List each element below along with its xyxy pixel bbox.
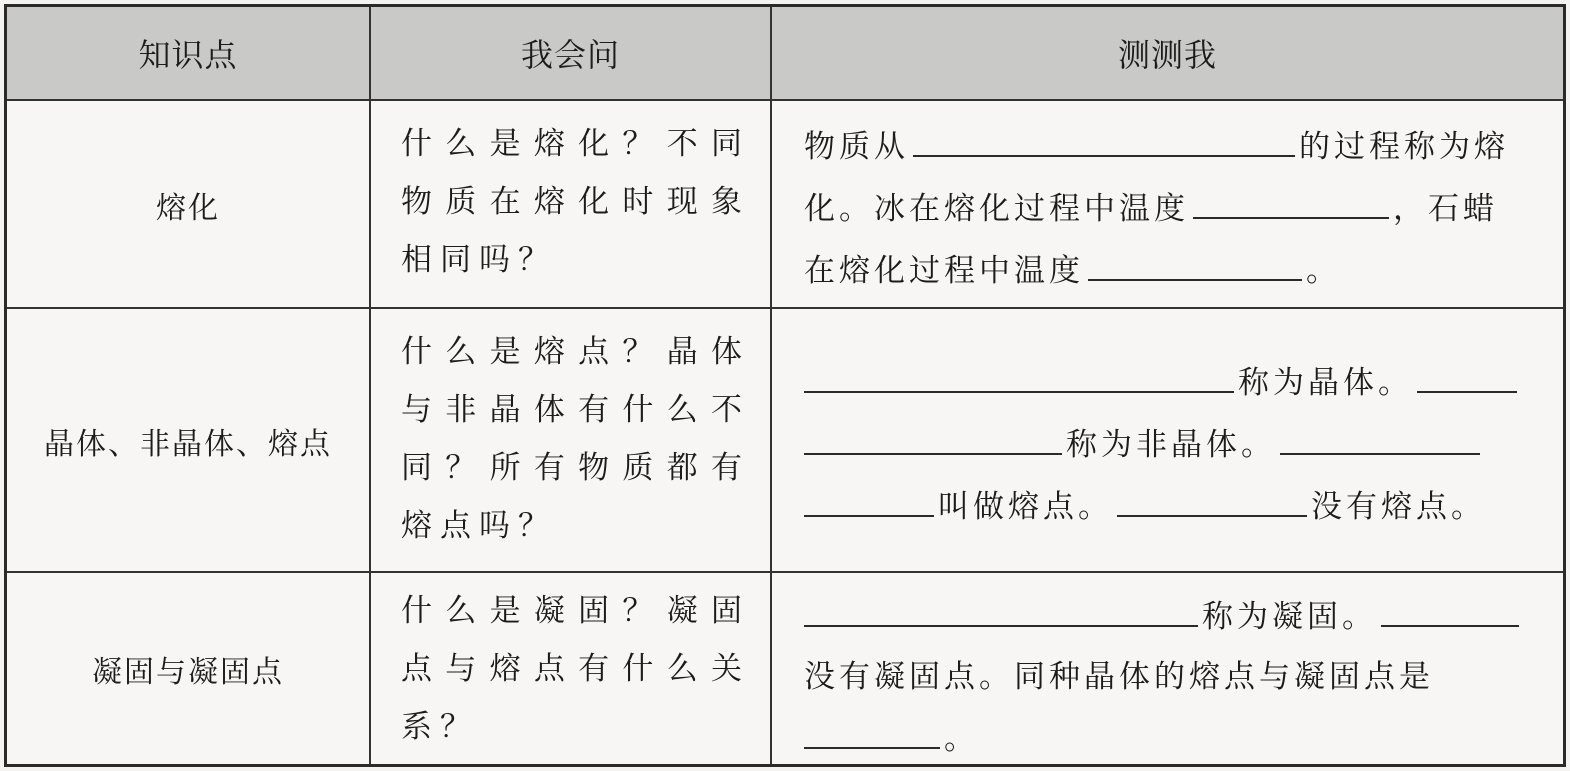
- test-text: 物质从: [804, 129, 909, 165]
- test-text: 在熔化过程中温度: [804, 253, 1084, 289]
- fill-in-blank[interactable]: [1381, 585, 1519, 627]
- test-text: 。: [944, 721, 979, 757]
- table-row: [7, 571, 1563, 764]
- question-cell: 什么是凝固？凝固点与熔点有什么关系？: [369, 573, 770, 764]
- header-topic: 知识点: [138, 36, 238, 74]
- fill-in-blank[interactable]: [1417, 351, 1517, 393]
- fill-in-blank[interactable]: [913, 115, 1295, 157]
- test-text: ，石蜡: [1393, 191, 1498, 227]
- test-text: 称为非晶体。: [1066, 427, 1276, 463]
- topic-cell: 晶体、非晶体、熔点: [44, 427, 332, 462]
- header-test: 测测我: [770, 7, 1563, 99]
- test-cell: [770, 309, 1563, 573]
- fill-in-blank[interactable]: [804, 351, 1234, 393]
- topic-cell: 熔化: [156, 191, 220, 226]
- fill-in-blank[interactable]: [1117, 475, 1307, 517]
- test-text: 没有熔点。: [1311, 489, 1486, 525]
- fill-in-blank[interactable]: [1280, 413, 1480, 455]
- test-text: 称为晶体。: [1238, 365, 1413, 401]
- test-cell: [770, 573, 1563, 764]
- test-text: 的过程称为熔: [1299, 129, 1509, 165]
- fill-in-blank[interactable]: [804, 585, 1198, 627]
- question-cell: 什么是熔点？晶体与非晶体有什么不同？所有物质都有熔点吗？: [369, 309, 770, 573]
- test-cell: [770, 101, 1563, 309]
- fill-in-blank[interactable]: [804, 413, 1062, 455]
- topic-cell: 凝固与凝固点: [92, 654, 284, 690]
- test-text: 叫做熔点。: [938, 489, 1113, 525]
- knowledge-table: [4, 4, 1566, 767]
- test-text: 化。冰在熔化过程中温度: [804, 191, 1189, 227]
- test-text: 称为凝固。: [1202, 599, 1377, 635]
- fill-in-blank[interactable]: [1193, 177, 1389, 219]
- fill-in-blank[interactable]: [804, 475, 934, 517]
- table-header-row: [7, 7, 1563, 99]
- table-row: [7, 307, 1563, 573]
- test-text: 。: [1306, 253, 1341, 289]
- table-row: [7, 99, 1563, 309]
- test-text: 没有凝固点。同种晶体的熔点与凝固点是: [804, 659, 1434, 695]
- header-question: 我会问: [369, 7, 770, 99]
- question-cell: 什么是熔化？不同物质在熔化时现象相同吗？: [369, 101, 770, 309]
- fill-in-blank[interactable]: [1088, 239, 1302, 281]
- fill-in-blank[interactable]: [804, 707, 940, 749]
